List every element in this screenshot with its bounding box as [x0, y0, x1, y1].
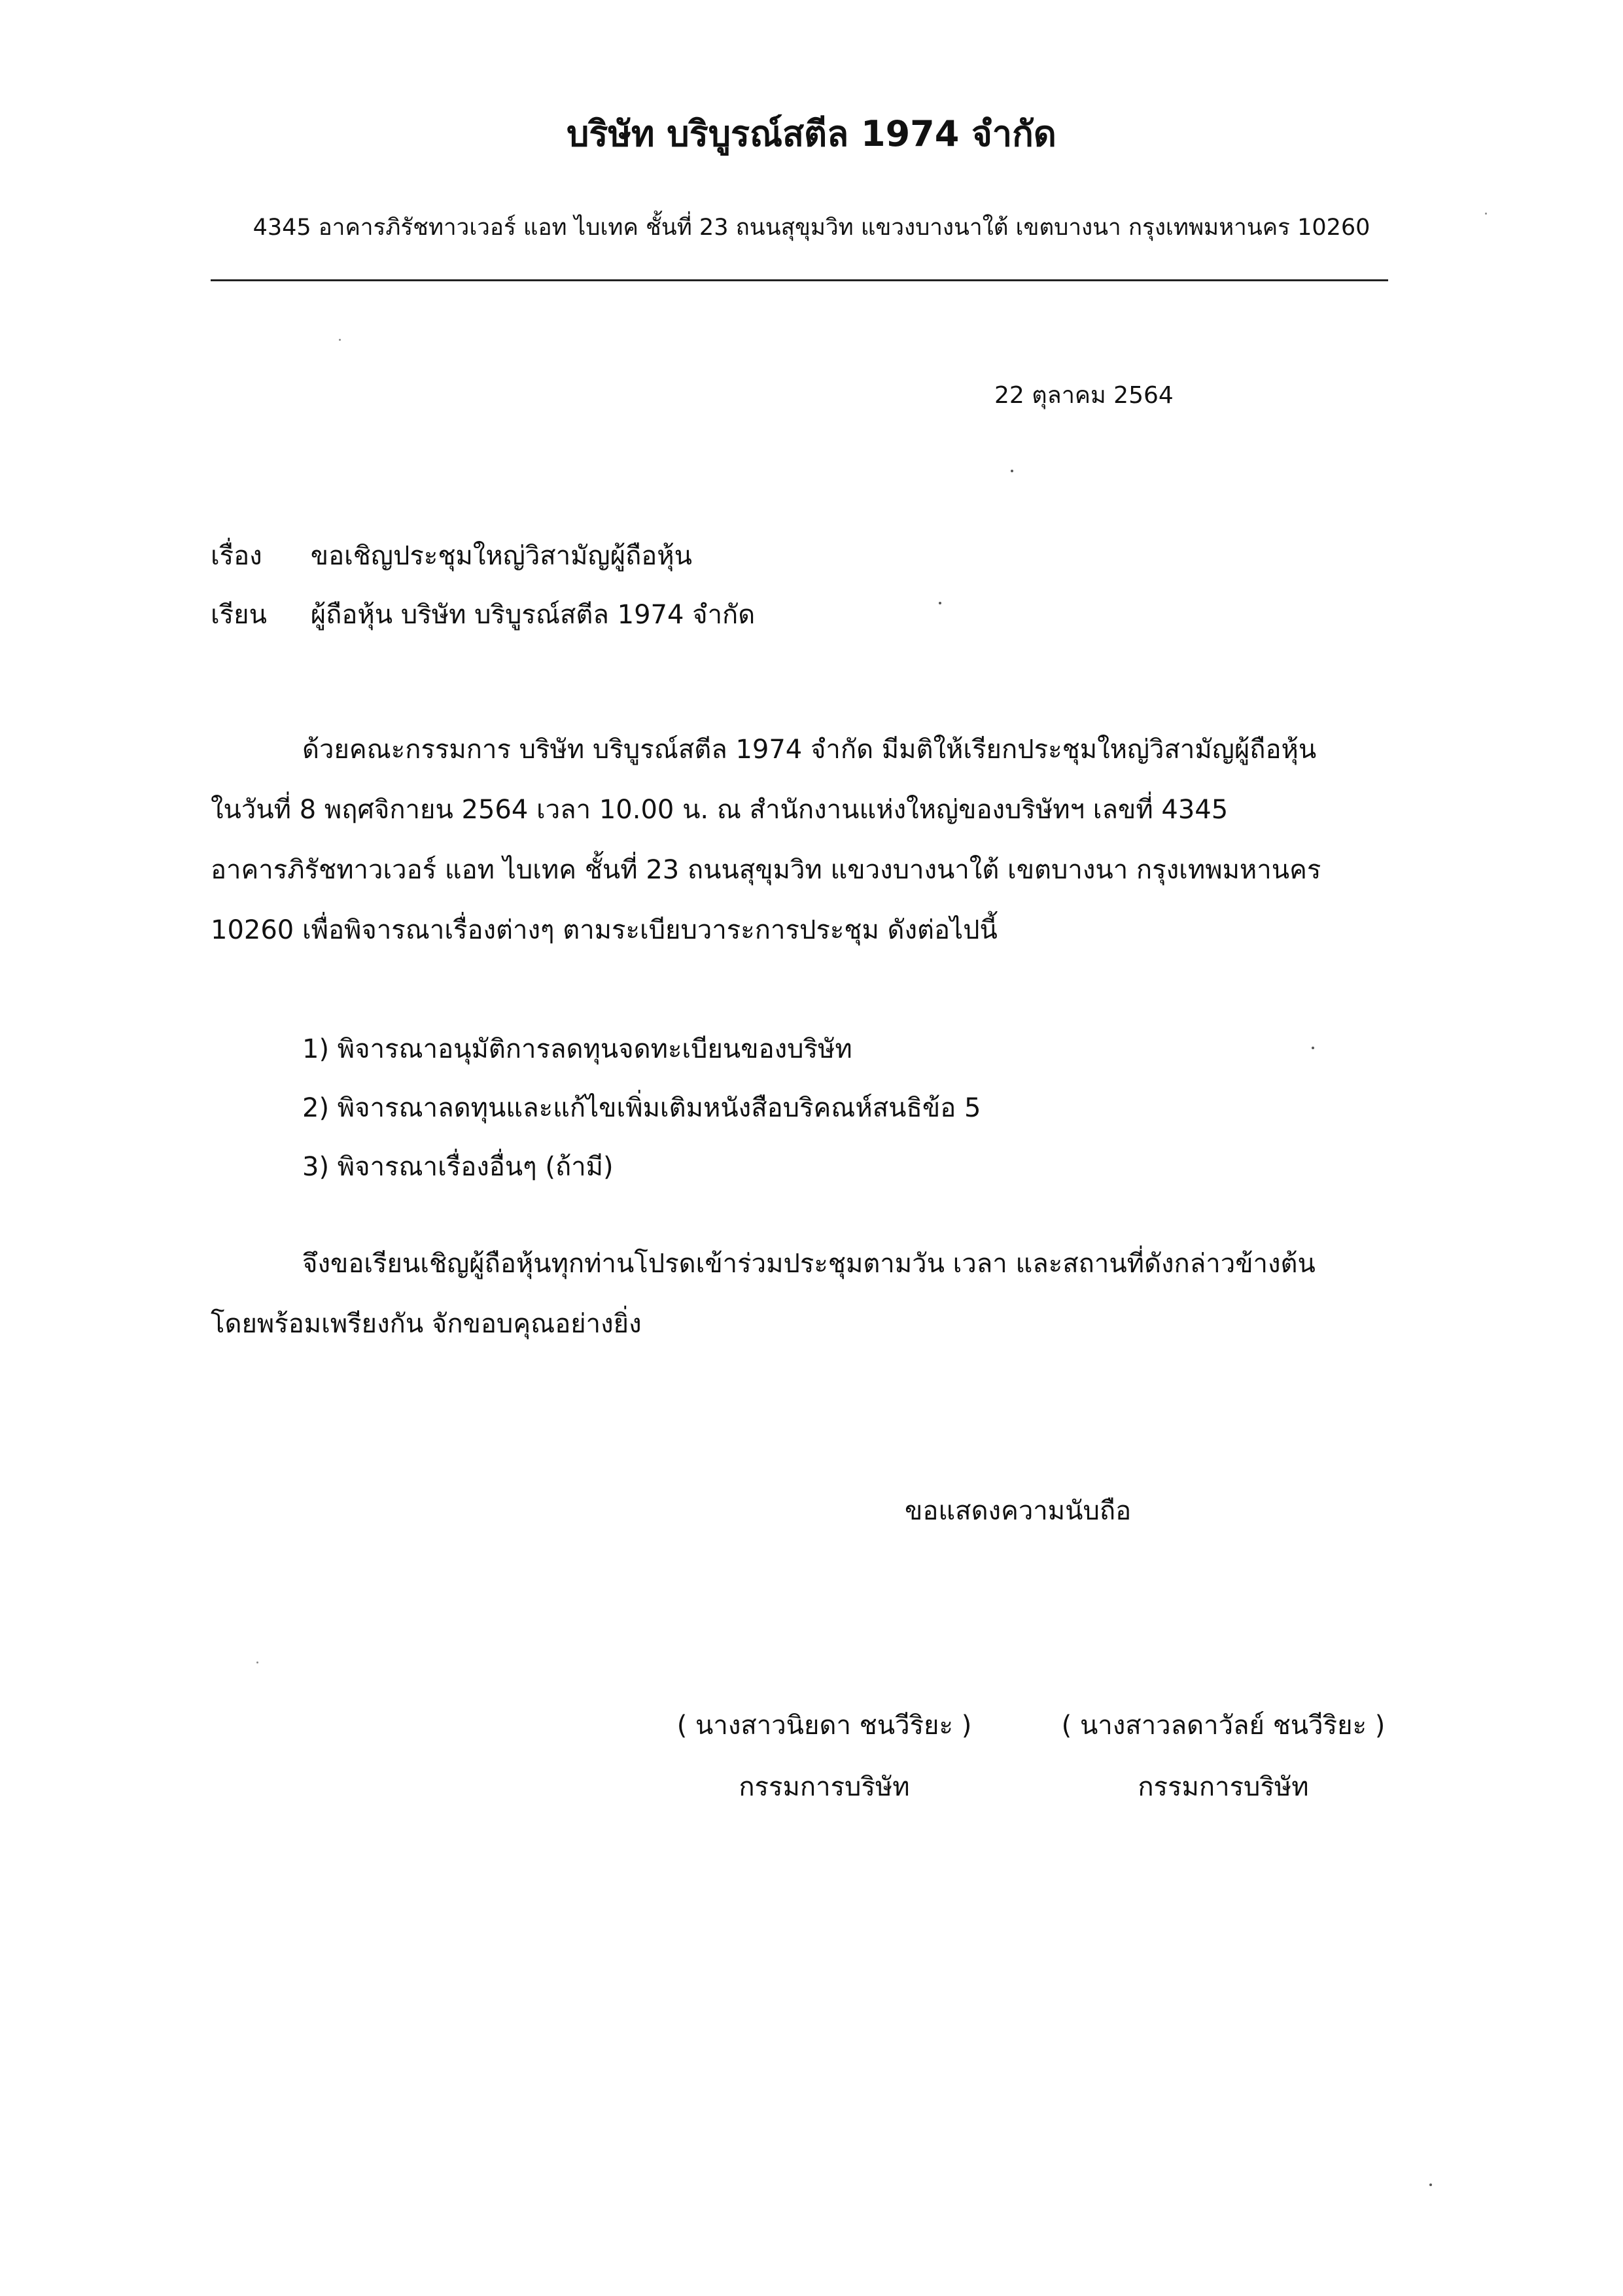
signatory-title: กรรมการบริษัท	[1138, 1772, 1309, 1802]
signatory-2	[1047, 1705, 1400, 1808]
body-line: 10260 เพื่อพิจารณาเรื่องต่างๆ ตามระเบียบวาระการประชุม ดังต่อไปนี้	[211, 915, 998, 945]
scan-speck	[1429, 2183, 1432, 2186]
body-line: โดยพร้อมเพรียงกัน จักขอบคุณอย่างยิ่ง	[211, 1309, 642, 1339]
scan-speck	[1011, 470, 1013, 472]
letter-date: 22 ตุลาคม 2564	[994, 382, 1174, 409]
scan-speck	[1312, 1047, 1314, 1049]
recipient-text: ผู้ถือหุ้น บริษัท บริบูรณ์สตีล 1974 จำกัด	[310, 600, 756, 630]
signatory-1	[661, 1705, 988, 1808]
signatory-name: ( นางสาวนิยดา ชนวีริยะ )	[676, 1711, 972, 1741]
signatory-title: กรรมการบริษัท	[739, 1772, 910, 1802]
scan-speck	[339, 339, 341, 341]
signatory-name: ( นางสาวลดาวัลย์ ชนวีริยะ )	[1061, 1711, 1386, 1741]
agenda-item: 1) พิจารณาอนุมัติการลดทุนจดทะเบียนของบริษัท	[302, 1034, 852, 1064]
body-line: อาคารภิรัชทาวเวอร์ แอท ไบเทค ชั้นที่ 23 ถนนสุขุมวิท แขวงบางนาใต้ เขตบางนา กรุงเทพมหานคร	[211, 855, 1321, 885]
company-name: บริษัท บริบูรณ์สตีล 1974 จำกัด	[567, 113, 1056, 154]
header-divider	[211, 279, 1388, 281]
body-paragraph-1	[211, 720, 1388, 960]
company-address: 4345 อาคารภิรัชทาวเวอร์ แอท ไบเทค ชั้นที่ 23 ถนนสุขุมวิท แขวงบางนาใต้ เขตบางนา กรุงเทพมหานคร 10260	[253, 215, 1370, 241]
subject-label: เรื่อง	[211, 541, 262, 571]
scan-speck	[256, 1661, 258, 1663]
scan-speck	[1485, 213, 1487, 215]
agenda-item: 3) พิจารณาเรื่องอื่นๆ (ถ้ามี)	[302, 1152, 614, 1182]
subject-row	[211, 535, 692, 577]
body-line: ในวันที่ 8 พฤศจิกายน 2564 เวลา 10.00 น. ณ สำนักงานแห่งใหญ่ของบริษัทฯ เลขที่ 4345	[211, 795, 1229, 825]
agenda-item: 2) พิจารณาลดทุนและแก้ไขเพิ่มเติมหนังสือบริคณห์สนธิข้อ 5	[302, 1093, 981, 1123]
body-paragraph-2	[211, 1234, 1388, 1354]
subject-text: ขอเชิญประชุมใหญ่วิสามัญผู้ถือหุ้น	[310, 541, 693, 571]
body-line: ด้วยคณะกรรมการ บริษัท บริบูรณ์สตีล 1974 จำกัด มีมติให้เรียกประชุมใหญ่วิสามัญผู้ถือหุ้น	[302, 735, 1317, 765]
recipient-label: เรียน	[211, 600, 267, 630]
body-line: จึงขอเรียนเชิญผู้ถือหุ้นทุกท่านโปรดเข้าร่วมประชุมตามวัน เวลา และสถานที่ดังกล่าวข้างต้น	[302, 1249, 1316, 1279]
closing-salutation: ขอแสดงความนับถือ	[905, 1496, 1132, 1526]
scan-speck	[939, 602, 941, 604]
recipient-row	[211, 594, 755, 636]
